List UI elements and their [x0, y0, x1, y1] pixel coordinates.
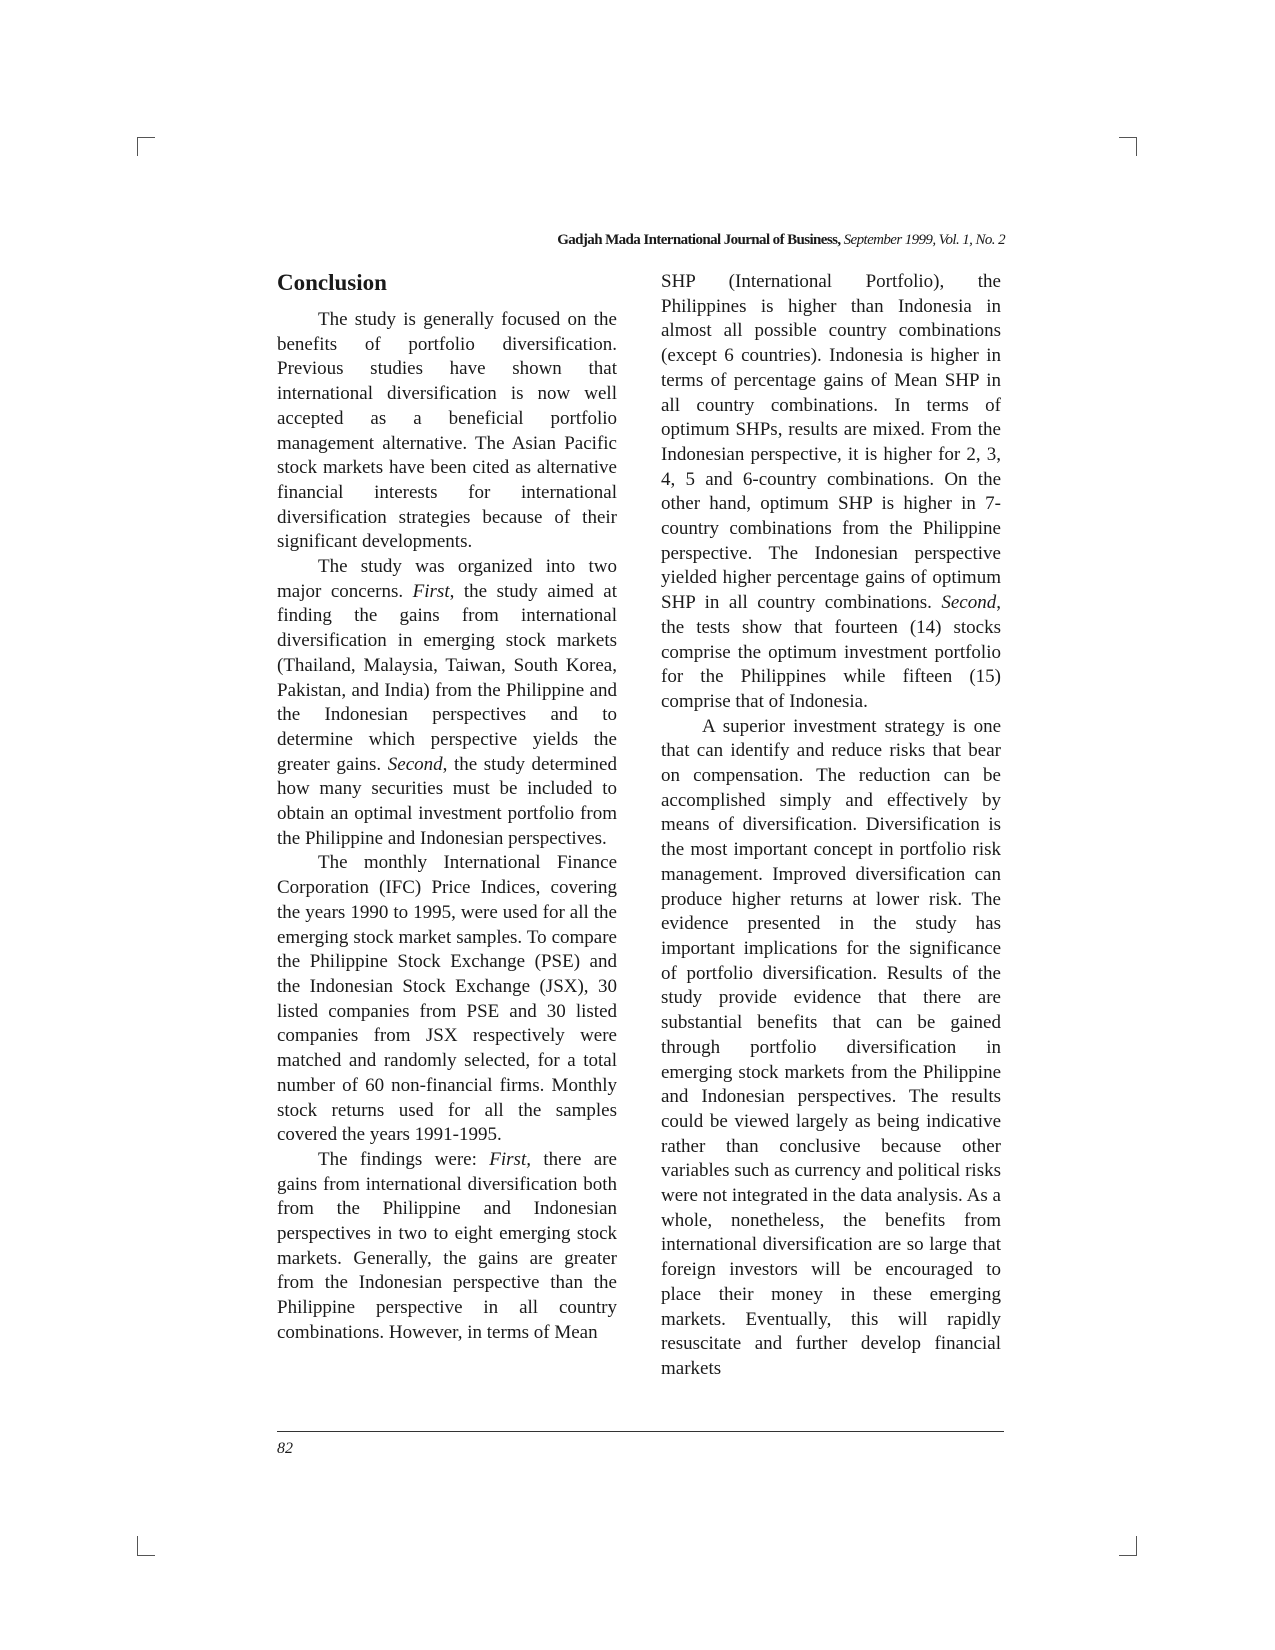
right-column [661, 270, 1001, 1382]
paragraph [277, 851, 617, 1147]
paragraph [277, 555, 617, 851]
left-column [277, 270, 617, 1346]
emphasis-text: First, [489, 1148, 531, 1170]
journal-title: Gadjah Mada International Journal of Business, [557, 232, 841, 248]
paragraph-text: , the study determined how many securities must be included to obtain an optimal investment portfolio from the Philippine and Indonesian perspectives. [277, 753, 617, 849]
emphasis-text: Second [387, 753, 443, 775]
paragraph-text: there are gains from international diversification both from the Philippine and Indonesian perspectives in two to eight emerging stock markets. Generally, the gains are greater from the Indonesian perspective than the Philippine perspective in all country combinations. However, in terms of Mean [277, 1148, 617, 1343]
paragraph-text: The monthly International Finance Corporation (IFC) Price Indices, covering the years 1990 to 1995, were used for all the emerging stock market samples. To compare the Philippine Stock Exchange (PSE) and the Indonesian Stock Exchange (JSX), 30 listed companies from PSE and 30 listed companies from JSX respectively were matched and randomly selected, for a total number of 60 non-financial firms. Monthly stock returns used for all the samples covered the years 1991-1995. [277, 852, 617, 1146]
paragraph-text: The study is generally focused on the benefits of portfolio diversification. Previous studies have shown that international diversification is now well accepted as a beneficial portfolio management alternative. The Asian Pacific stock markets have been cited as alternative financial interests for international diversification strategies because of their significant developments. [277, 309, 617, 553]
crop-mark-bottom-right-h [1119, 1555, 1137, 1556]
left-paragraphs [277, 308, 617, 1346]
page-number: 82 [277, 1440, 293, 1457]
paragraph-text: , the study aimed at finding the gains from international diversification in emerging stock markets (Thailand, Malaysia, Taiwan, South Korea, Pakistan, and India) from the Philippine and the Indonesian perspectives and to determine which perspective yields the greater gains. [277, 580, 617, 775]
paragraph-text: A superior investment strategy is one that can identify and reduce risks that bear on compensation. The reduction can be accomplished simply and effectively by means of diversification. Diversification is the most important concept in portfolio risk management. Improved diversification can produce higher returns at lower risk. The evidence presented in the study has important implications for the significance of portfolio diversification. Results of the study provide evidence that there are substantial benefits that can be gained through portfolio diversification in emerging stock markets from the Philippine and Indonesian perspectives. The results could be viewed largely as being indicative rather than conclusive because other variables such as currency and political risks were not integrated in the data analysis. As a whole, nonetheless, the benefits from international diversification are so large that foreign investors will be encouraged to place their money in these emerging markets. Eventually, this will rapidly resuscitate and further develop financial markets [661, 715, 1001, 1379]
paragraph-text: SHP (International Portfolio), the Philippines is higher than Indonesia in almost all possible country combinations (except 6 countries). Indonesia is higher in terms of percentage gains of Mean SHP in all country combinations. In terms of optimum SHPs, results are mixed. From the Indonesian perspective, it is higher for 2, 3, 4, 5 and 6-country combinations. On the other hand, optimum SHP is higher in 7-country combinations from the Philippine perspective. The Indonesian perspective yielded higher percentage gains of optimum SHP in all country combinations. [661, 271, 1001, 614]
section-title: Conclusion [277, 270, 387, 295]
paragraph-text: , the tests show that fourteen (14) stocks comprise the optimum investment portfolio for the Philippines while fifteen (15) comprise that of Indonesia. [661, 592, 1001, 712]
crop-mark-top-left-h [137, 137, 155, 138]
crop-mark-top-left-v [137, 137, 138, 156]
paragraph-text: The findings were: [318, 1148, 490, 1170]
paragraph [661, 270, 1001, 715]
paragraph [277, 1148, 617, 1346]
crop-mark-bottom-left-h [137, 1555, 155, 1556]
footer-rule [277, 1431, 1004, 1432]
crop-mark-bottom-left-v [137, 1536, 138, 1555]
right-paragraphs [661, 270, 1001, 1382]
crop-mark-bottom-right-v [1136, 1536, 1137, 1555]
issue-info: September 1999, Vol. 1, No. 2 [843, 232, 1005, 248]
running-header [557, 232, 1005, 249]
paragraph [277, 308, 617, 555]
paragraph [661, 715, 1001, 1382]
crop-mark-top-right-h [1119, 137, 1137, 138]
crop-mark-top-right-v [1136, 137, 1137, 156]
paragraph-text: The study was organized into two major concerns. [277, 556, 617, 602]
emphasis-text: First [412, 580, 450, 602]
emphasis-text: Second [941, 592, 997, 614]
